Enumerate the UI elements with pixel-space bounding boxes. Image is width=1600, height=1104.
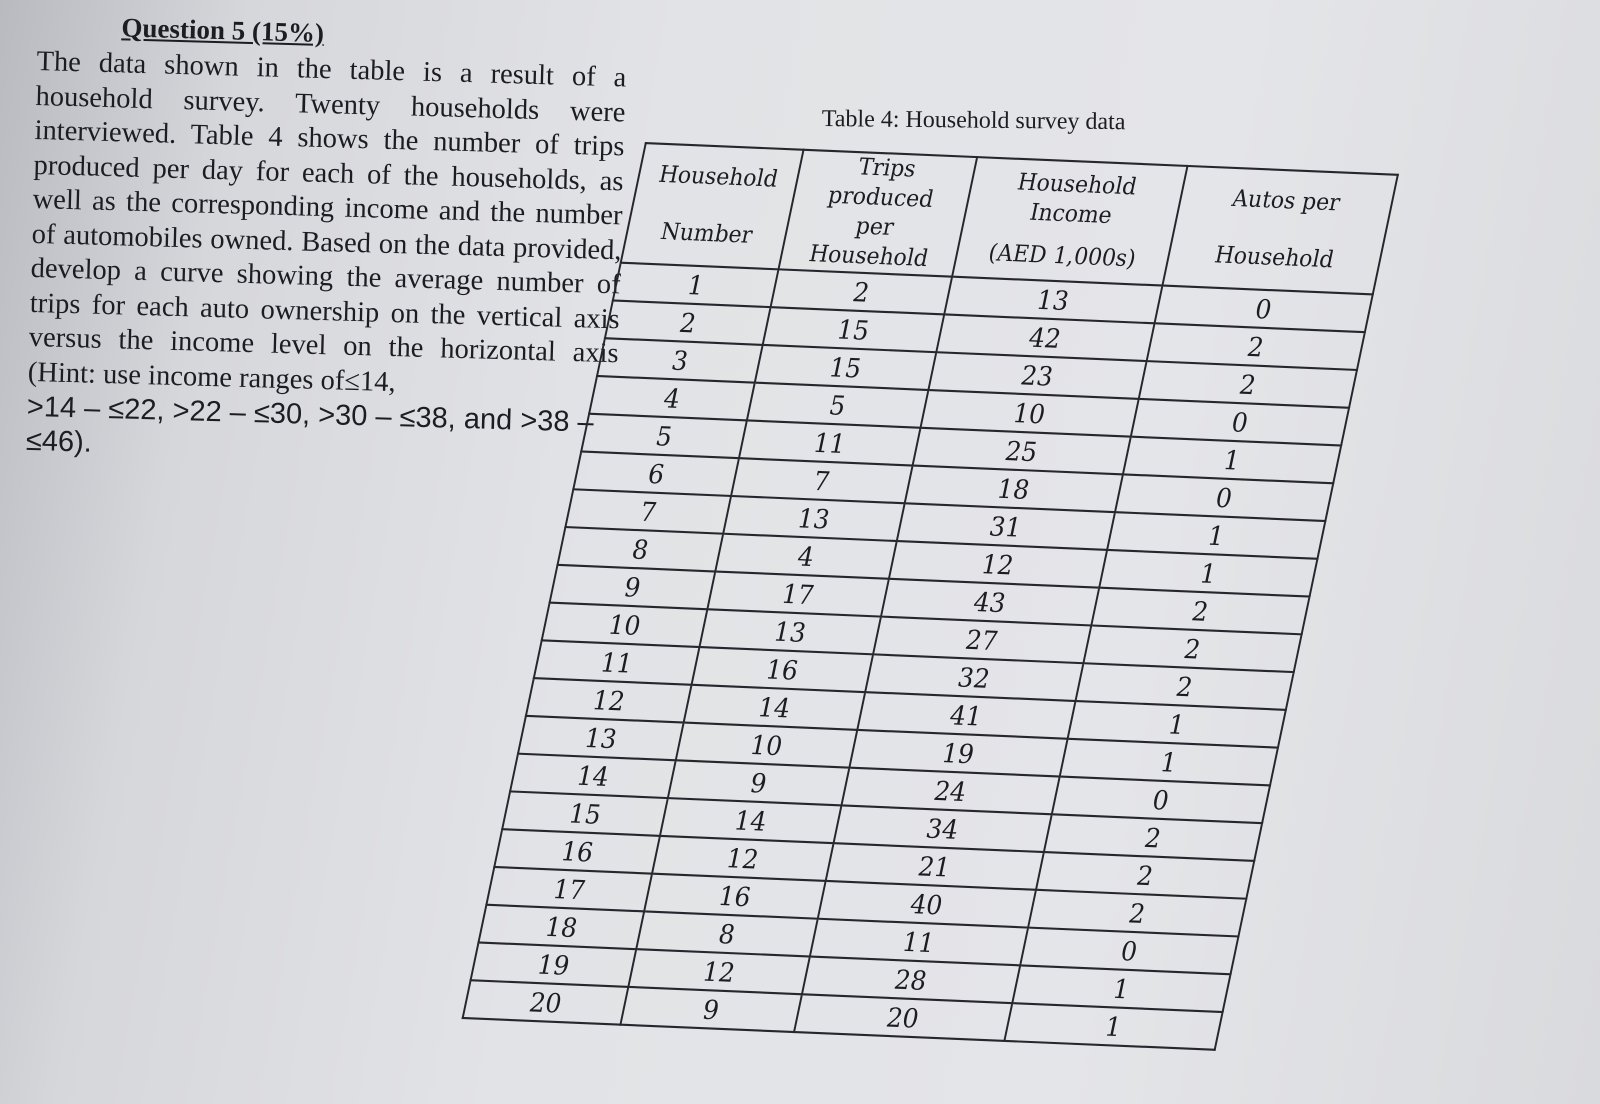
cell-autos: 1 [1004,1003,1222,1050]
cell-income: 41 [857,692,1075,739]
cell-trips: 15 [763,307,944,352]
header-trips-line4: Household [806,241,931,273]
header-trips [779,150,977,277]
cell-autos: 2 [1138,361,1356,408]
cell-household: 8 [558,527,724,571]
cell-trips: 16 [692,647,873,692]
cell-trips: 14 [660,798,841,843]
cell-trips: 8 [636,911,817,956]
cell-trips: 12 [652,836,833,881]
cell-household: 11 [534,640,700,684]
header-household-number-line2: Number [658,218,755,250]
table-caption: Table 4: Household survey data [821,106,1126,136]
header-autos-line1: Autos per [1229,185,1343,217]
header-income-line1: Household [1014,169,1139,201]
cell-autos: 1 [1067,701,1285,748]
cell-trips: 10 [676,723,857,768]
cell-household: 2 [605,300,771,344]
cell-autos: 1 [1107,512,1325,559]
cell-income: 21 [825,843,1043,890]
cell-household: 16 [494,829,660,873]
header-trips-line2: produced [825,182,936,214]
cell-household: 3 [597,338,763,382]
cell-autos: 0 [1154,286,1372,333]
cell-income: 40 [817,881,1035,928]
cell-household: 1 [613,263,779,307]
cell-income: 25 [912,428,1130,475]
cell-autos: 0 [1020,928,1238,975]
cell-trips: 7 [731,458,912,503]
cell-trips: 13 [700,609,881,654]
cell-income: 10 [920,390,1138,437]
cell-income: 43 [880,579,1098,626]
cell-household: 5 [581,414,747,458]
header-household-number-line1: Household [656,161,781,193]
cell-household: 12 [526,678,692,722]
cell-trips: 17 [708,571,889,616]
header-income-line2: Income [1027,199,1115,230]
cell-household: 13 [518,716,684,760]
cell-household: 9 [550,565,716,609]
header-income [952,157,1188,285]
cell-household: 4 [589,376,755,420]
header-autos-line2: Household [1212,242,1337,274]
cell-autos: 1 [1123,437,1341,484]
cell-autos: 2 [1146,323,1364,370]
cell-income: 27 [873,617,1091,664]
question-body: The data shown in the table is a result of a household survey. Twenty households were interviewed. Table 4 shows the number of trips produced per day for each of the households, as well as the corresponding income and the number of automobiles owned. Based on the data provided, develop a curve showing the average number of trips for each auto ownership on the vertical axis versus the income level on the horizontal axis (Hint: use income ranges of≤14, [27,45,627,398]
cell-trips: 16 [644,874,825,919]
cell-autos: 0 [1115,474,1333,521]
income-ranges: >14 – ≤22, >22 – ≤30, >30 – ≤38, and >38 – ≤46). [25,390,595,459]
cell-household: 7 [565,489,731,533]
cell-income: 19 [849,730,1067,777]
cell-income: 31 [896,503,1114,550]
cell-income: 42 [936,314,1154,361]
cell-trips: 13 [723,496,904,541]
cell-trips: 4 [715,534,896,579]
cell-trips: 12 [629,949,810,994]
cell-autos: 2 [1091,588,1309,635]
cell-household: 17 [486,867,652,911]
cell-trips: 2 [771,269,952,314]
header-trips-line1: Trips [855,154,919,183]
cell-trips: 9 [668,760,849,805]
cell-autos: 0 [1131,399,1349,446]
cell-autos: 0 [1052,777,1270,824]
cell-income: 34 [833,805,1051,852]
cell-household: 20 [463,980,629,1024]
header-income-line3: (AED 1,000s) [985,240,1139,273]
cell-autos: 1 [1012,965,1230,1012]
cell-autos: 2 [1028,890,1246,937]
question-title: Question 5 (15%) [121,12,325,48]
cell-income: 13 [944,277,1162,324]
cell-income: 28 [801,956,1019,1003]
question-block [25,10,627,474]
cell-income: 12 [888,541,1106,588]
cell-household: 6 [573,452,739,496]
cell-household: 19 [471,942,637,986]
cell-household: 15 [502,791,668,835]
cell-trips: 11 [739,420,920,465]
header-household-number [621,143,804,269]
cell-household: 14 [510,754,676,798]
cell-autos: 2 [1075,663,1293,710]
cell-autos: 2 [1083,625,1301,672]
cell-autos: 2 [1044,814,1262,861]
cell-income: 32 [865,654,1083,701]
cell-income: 11 [809,919,1027,966]
cell-income: 20 [794,994,1012,1041]
cell-income: 24 [841,768,1059,815]
cell-income: 23 [928,352,1146,399]
header-autos [1162,166,1398,294]
cell-autos: 1 [1059,739,1277,786]
cell-income: 18 [904,465,1122,512]
cell-trips: 5 [747,383,928,428]
cell-trips: 9 [621,987,802,1032]
cell-household: 18 [478,905,644,949]
cell-autos: 1 [1099,550,1317,597]
header-trips-line3: per [853,213,897,242]
cell-household: 10 [542,603,708,647]
cell-autos: 2 [1036,852,1254,899]
cell-trips: 14 [684,685,865,730]
cell-trips: 15 [755,345,936,390]
